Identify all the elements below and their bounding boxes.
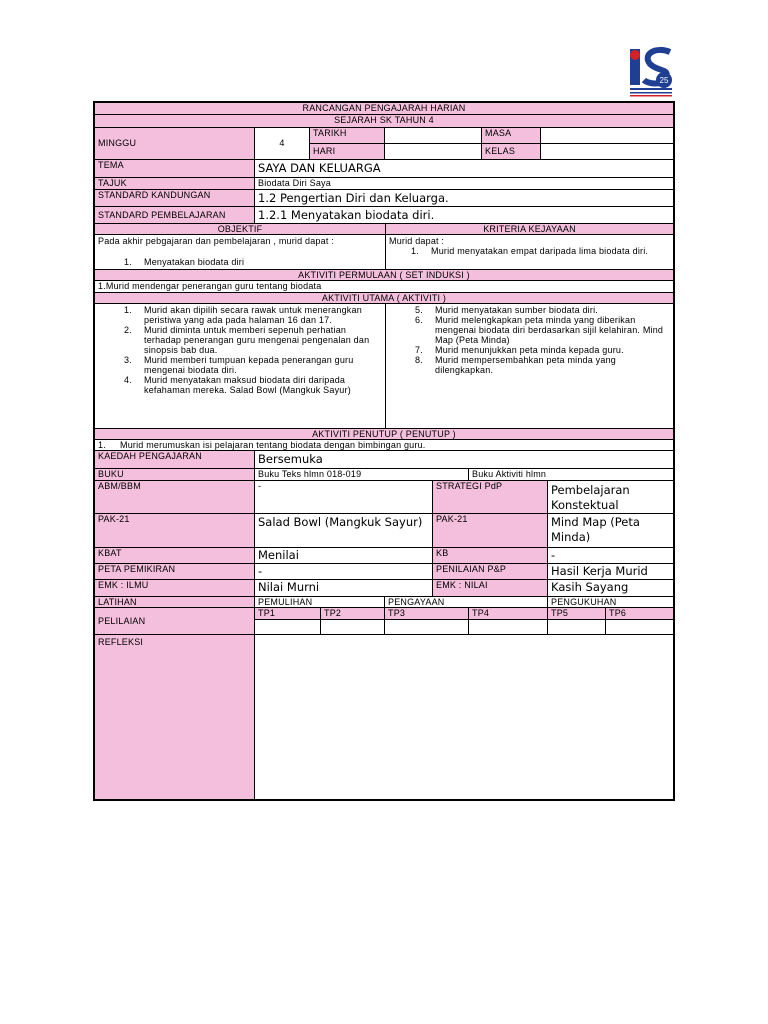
masa-label: MASA — [481, 127, 541, 144]
list-item: 6. Murid melengkapkan peta minda yang diberikan mengenai biodata diri berdasarkan sijil kelahiran. Mind Map (Peta Minda) — [415, 315, 664, 345]
kelas-value[interactable] — [540, 143, 674, 160]
abm-value[interactable]: - — [254, 480, 433, 514]
tp6-score[interactable] — [605, 619, 674, 635]
kriteria-heading: KRITERIA KEJAYAAN — [385, 223, 674, 235]
peta-value[interactable]: - — [254, 563, 433, 580]
tarikh-label: TARIKH — [309, 127, 385, 144]
utama-heading: AKTIVITI UTAMA ( AKTIVITI ) — [94, 292, 674, 304]
abm-label: ABM/BBM — [94, 480, 255, 514]
buku-value[interactable]: Buku Teks hlmn 018-019 — [254, 468, 469, 481]
permulaan-heading: AKTIVITI PERMULAAN ( SET INDUKSI ) — [94, 269, 674, 281]
penilaian-label: PENILAIAN P&P — [432, 563, 548, 580]
list-item: 5. Murid menyatakan sumber biodata diri. — [415, 305, 598, 315]
list-item: 1. Menyatakan biodata diri — [124, 257, 245, 267]
objektif-content — [94, 234, 386, 270]
tp5-cell[interactable]: TP5 — [547, 607, 606, 620]
refleksi-value[interactable] — [254, 634, 674, 800]
emk-ilmu-label: EMK : ILMU — [94, 579, 255, 597]
pak21-label: PAK-21 — [94, 513, 255, 548]
kaedah-value[interactable]: Bersemuka — [254, 450, 674, 469]
latihan-pemulihan[interactable]: PEMULIHAN — [254, 596, 385, 608]
permulaan-text: 1.Murid mendengar penerangan guru tentang biodata — [94, 280, 674, 293]
utama-left — [94, 303, 386, 429]
list-item: 8. Murid mempersembahkan peta minda yang dilengkapkan. — [415, 355, 616, 375]
tp5-score[interactable] — [547, 619, 606, 635]
logo-line-icon — [630, 92, 672, 94]
list-item: 7. Murid menunjukkan peta minda kepada guru. — [415, 345, 624, 355]
emk-nilai-label: EMK : NILAI — [432, 579, 548, 597]
minggu-label: MINGGU — [94, 127, 255, 160]
emk-nilai-value[interactable]: Kasih Sayang — [547, 579, 674, 597]
tema-label: TEMA — [94, 159, 255, 178]
strategi-value[interactable]: Pembelajaran Konstektual — [547, 480, 674, 514]
objektif-intro: Pada akhir pebgajaran dan pembelajaran , murid dapat : — [98, 236, 334, 246]
lesson-plan-sheet — [93, 101, 675, 801]
emk-ilmu-value[interactable]: Nilai Murni — [254, 579, 433, 597]
hari-value[interactable] — [384, 143, 482, 160]
list-item: 3. Murid memberi tumpuan kepada penerangan guru mengenai biodata diri. — [124, 355, 354, 375]
utama-right — [385, 303, 674, 429]
tajuk-value[interactable]: Biodata Diri Saya — [254, 177, 674, 190]
tajuk-label: TAJUK — [94, 177, 255, 190]
tp2-score[interactable] — [320, 619, 385, 635]
tp1-score[interactable] — [254, 619, 321, 635]
standard-pembelajaran-label: STANDARD PEMBELAJARAN — [94, 206, 255, 224]
logo-dot-icon — [630, 50, 640, 60]
kbat-label: KBAT — [94, 547, 255, 564]
tema-value[interactable]: SAYA DAN KELUARGA — [254, 159, 674, 178]
pak21-value-2[interactable]: Mind Map (Peta Minda) — [547, 513, 674, 548]
tp6-cell[interactable]: TP6 — [605, 607, 674, 620]
strategi-label: STRATEGI PdP — [432, 480, 548, 514]
pelilaian-label: PELILAIAN — [94, 607, 255, 635]
list-item: 1. Murid menyatakan empat daripada lima biodata diri. — [411, 246, 649, 256]
kriteria-content — [385, 234, 674, 270]
kb-value[interactable]: - — [547, 547, 674, 564]
logo-line-icon — [630, 95, 672, 97]
refleksi-label: REFLEKSI — [94, 634, 255, 800]
standard-kandungan-label: STANDARD KANDUNGAN — [94, 189, 255, 207]
tp4-score[interactable] — [468, 619, 548, 635]
pak21-value[interactable]: Salad Bowl (Mangkuk Sayur) — [254, 513, 433, 548]
latihan-pengayaan[interactable]: PENGAYAAN — [384, 596, 548, 608]
minggu-value[interactable]: 4 — [254, 127, 310, 160]
logo-line-icon — [630, 88, 672, 90]
hari-label: HARI — [309, 143, 385, 160]
buku-aktiviti-value[interactable]: Buku Aktiviti hlmn — [468, 468, 674, 481]
peta-label: PETA PEMIKIRAN — [94, 563, 255, 580]
tp1-cell[interactable]: TP1 — [254, 607, 321, 620]
logo-number: 25 — [659, 76, 669, 85]
penilaian-value[interactable]: Hasil Kerja Murid — [547, 563, 674, 580]
subject-title: SEJARAH SK TAHUN 4 — [94, 114, 674, 128]
latihan-label: LATIHAN — [94, 596, 255, 608]
kbat-value[interactable]: Menilai — [254, 547, 433, 564]
pak21-label-2: PAK-21 — [432, 513, 548, 548]
penutup-text: 1. Murid merumuskan isi pelajaran tentang biodata dengan bimbingan guru. — [94, 439, 674, 451]
penutup-heading: AKTIVITI PENUTUP ( PENUTUP ) — [94, 428, 674, 440]
objektif-heading: OBJEKTIF — [94, 223, 386, 235]
kb-label: KB — [432, 547, 548, 564]
tp2-cell[interactable]: TP2 — [320, 607, 385, 620]
standard-pembelajaran-value[interactable]: 1.2.1 Menyatakan biodata diri. — [254, 206, 674, 224]
kaedah-label: KAEDAH PENGAJARAN — [94, 450, 255, 469]
kelas-label: KELAS — [481, 143, 541, 160]
standard-kandungan-value[interactable]: 1.2 Pengertian Diri dan Keluarga. — [254, 189, 674, 207]
kriteria-intro: Murid dapat : — [389, 236, 445, 246]
list-item: 4. Murid menyatakan maksud biodata diri daripada kefahaman mereka. Salad Bowl (Mangkuk Sayur) — [124, 375, 351, 395]
buku-label: BUKU — [94, 468, 255, 481]
page-title: RANCANGAN PENGAJARAH HARIAN — [94, 102, 674, 115]
list-item: 2. Murid diminta untuk memberi sepenuh perhatian terhadap penerangan guru mengenai pengenalan dan sinopsis bab dua. — [124, 325, 370, 355]
tp4-cell[interactable]: TP4 — [468, 607, 548, 620]
latihan-pengukuhan[interactable]: PENGUKUHAN — [547, 596, 674, 608]
masa-value[interactable] — [540, 127, 674, 144]
tp3-score[interactable] — [384, 619, 469, 635]
list-item: 1. Murid akan dipilih secara rawak untuk menerangkan peristiwa yang ada pada halaman 16 dan 17. — [124, 305, 362, 325]
school-logo — [626, 46, 676, 98]
tarikh-value[interactable] — [384, 127, 482, 144]
tp3-cell[interactable]: TP3 — [384, 607, 469, 620]
